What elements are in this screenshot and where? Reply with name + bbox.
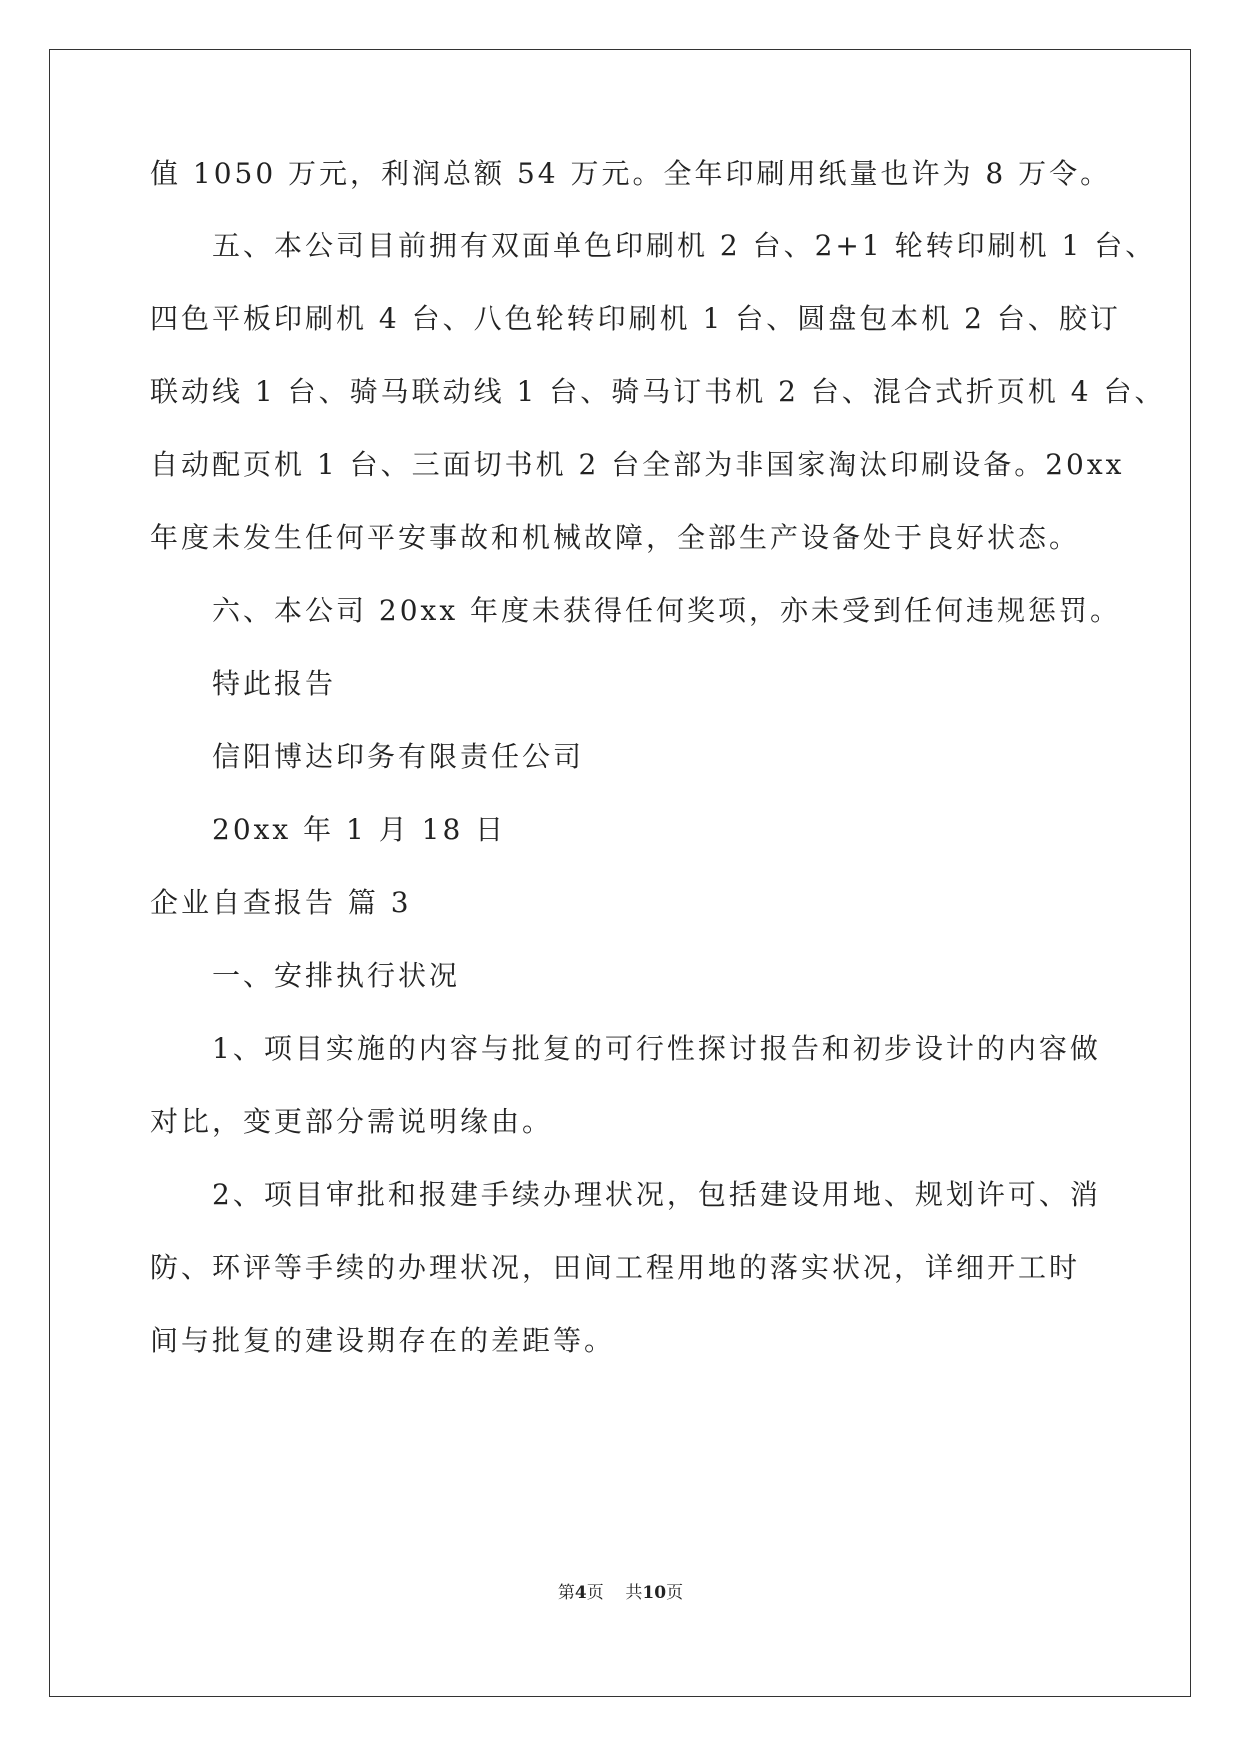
paragraph-line: 1、项目实施的内容与批复的可行性探讨报告和初步设计的内容做 (212, 1032, 1101, 1065)
closing-remark: 特此报告 (212, 667, 337, 700)
paragraph-line: 值 1050 万元，利润总额 54 万元。全年印刷用纸量也许为 8 万令。 (150, 157, 1112, 190)
paragraph-line: 对比，变更部分需说明缘由。 (150, 1105, 554, 1138)
company-name: 信阳博达印务有限责任公司 (212, 740, 585, 773)
total-pages: 10 (642, 1583, 667, 1603)
paragraph-line: 四色平板印刷机 4 台、八色轮转印刷机 1 台、圆盘包本机 2 台、胶订 (150, 302, 1121, 335)
paragraph-line: 联动线 1 台、骑马联动线 1 台、骑马订书机 2 台、混合式折页机 4 台、 (150, 375, 1166, 408)
paragraph-line: 防、环评等手续的办理状况，田间工程用地的落实状况，详细开工时 (150, 1251, 1081, 1284)
page-footer (0, 1578, 1241, 1603)
paragraph-line: 自动配页机 1 台、三面切书机 2 台全部为非国家淘汰印刷设备。20xx (150, 448, 1125, 481)
section-heading: 企业自查报告 篇 3 (150, 886, 412, 919)
paragraph-line: 六、本公司 20xx 年度未获得任何奖项，亦未受到任何违规惩罚。 (212, 594, 1122, 627)
page-suffix: 页 (586, 1583, 604, 1603)
total-prefix: 共 (625, 1583, 643, 1603)
paragraph-line: 间与批复的建设期存在的差距等。 (150, 1324, 616, 1357)
paragraph-line: 五、本公司目前拥有双面单色印刷机 2 台、2+1 轮转印刷机 1 台、 (212, 229, 1157, 262)
report-date: 20xx 年 1 月 18 日 (212, 813, 507, 846)
page-prefix: 第 (557, 1583, 575, 1603)
subsection-heading: 一、安排执行状况 (212, 959, 461, 992)
page-number: 4 (574, 1583, 587, 1603)
paragraph-line: 年度未发生任何平安事故和机械故障，全部生产设备处于良好状态。 (150, 521, 1081, 554)
total-suffix: 页 (666, 1583, 684, 1603)
page-frame (49, 49, 1191, 1697)
paragraph-line: 2、项目审批和报建手续办理状况，包括建设用地、规划许可、消 (212, 1178, 1101, 1211)
